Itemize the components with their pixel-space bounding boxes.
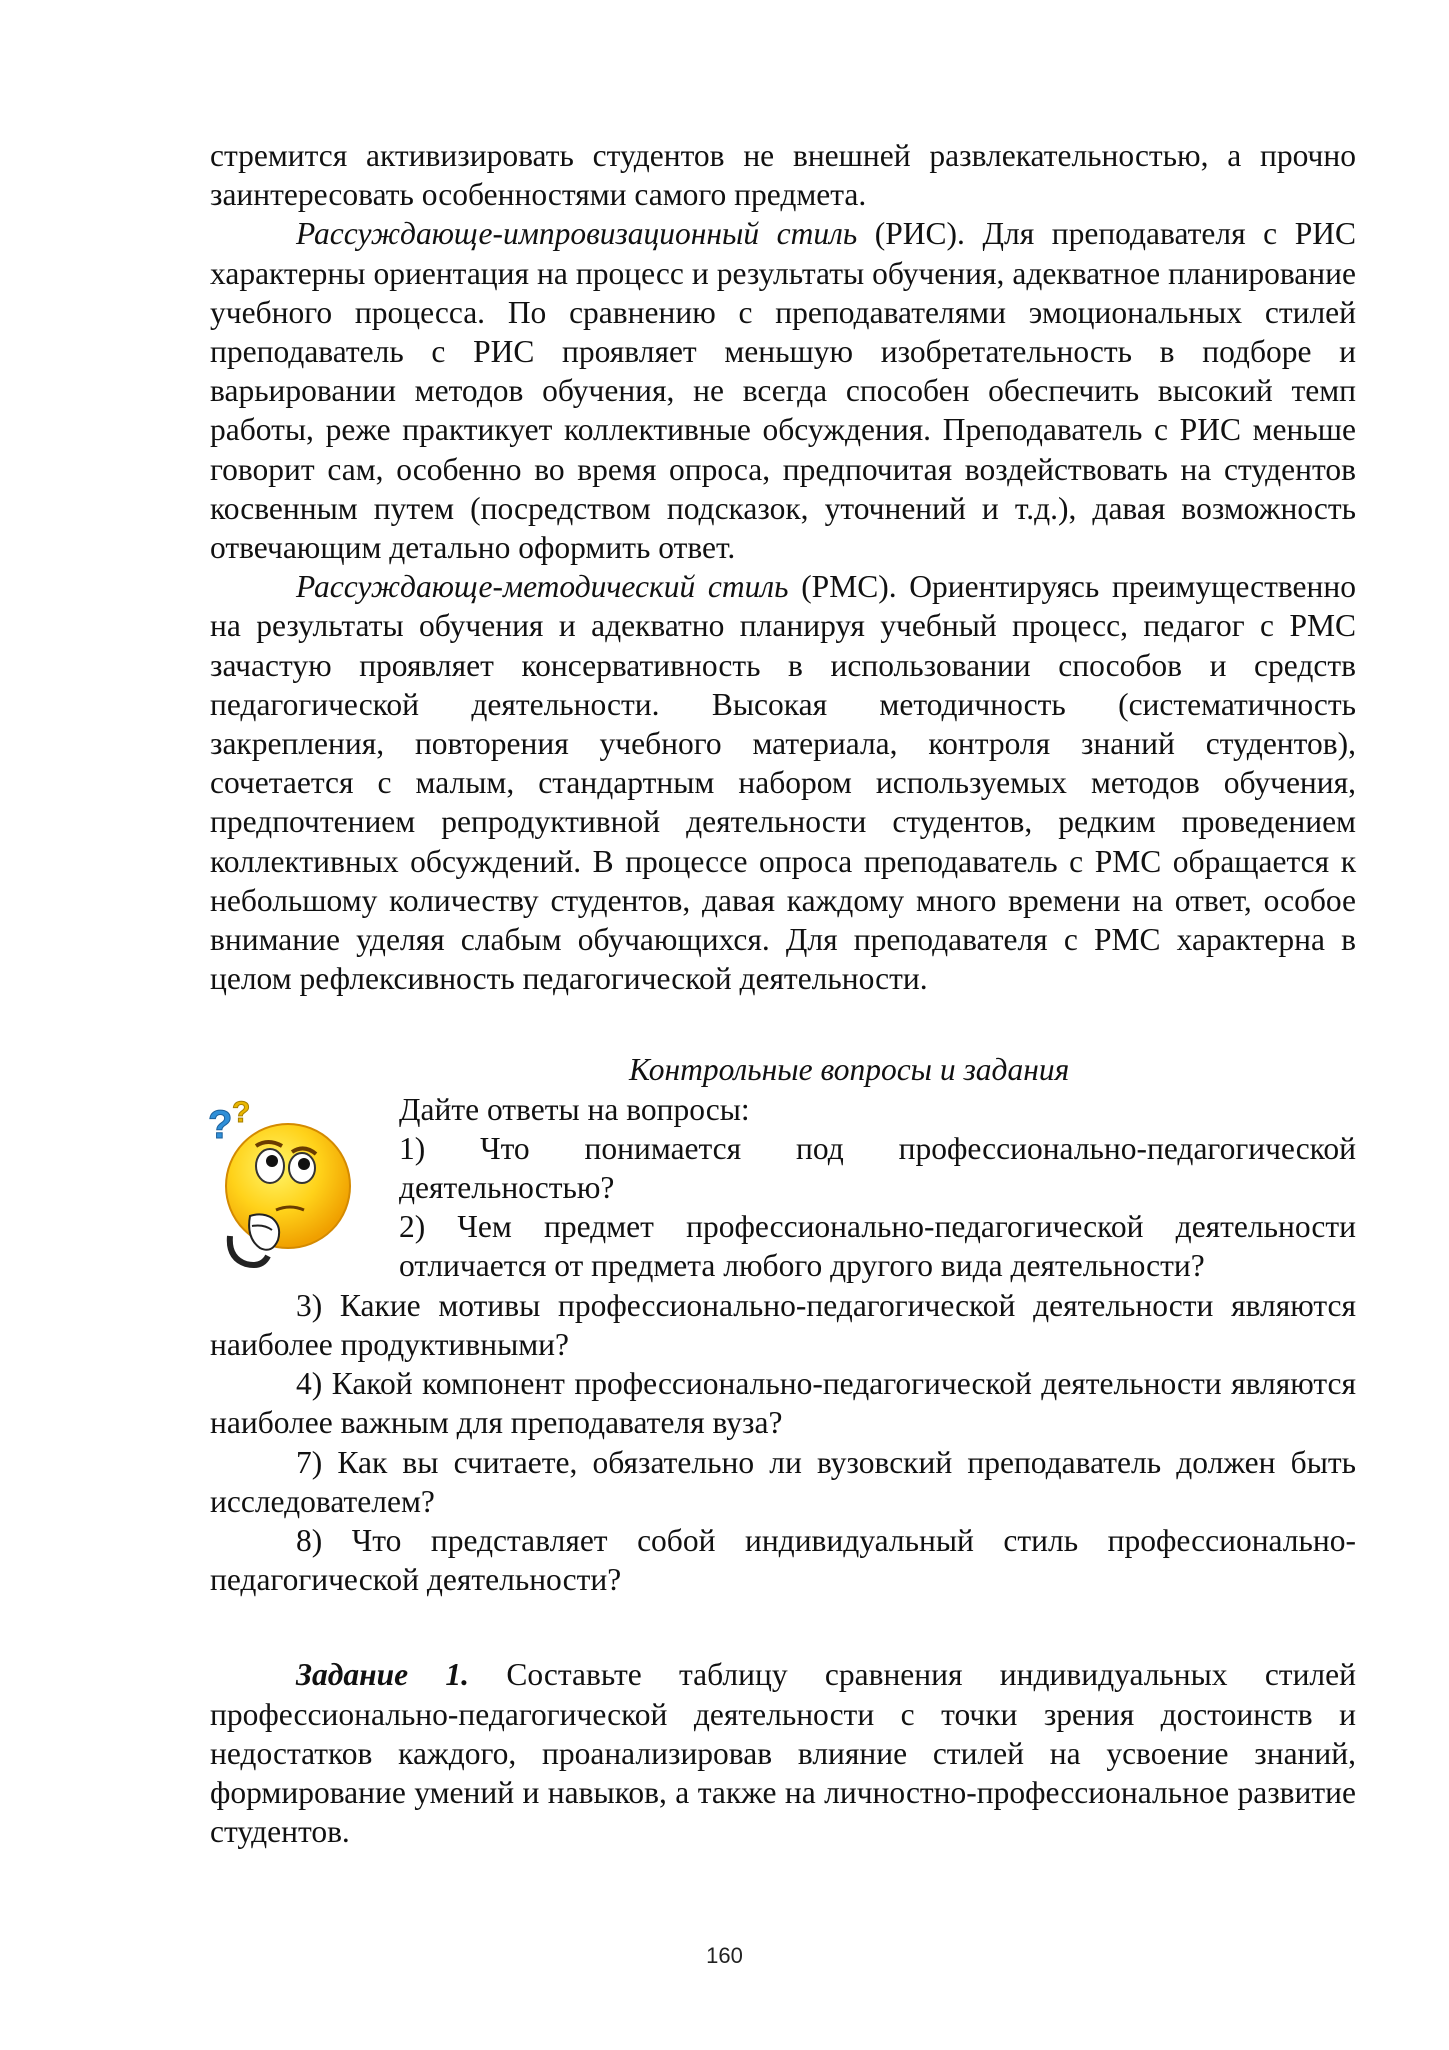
thinking-smiley-icon bbox=[206, 1098, 356, 1270]
section-heading: Контрольные вопросы и задания bbox=[629, 1052, 1070, 1088]
task-label: Задание 1. bbox=[296, 1657, 470, 1693]
task-paragraph bbox=[210, 1655, 1356, 1851]
paragraph-continued: стремится активизировать студентов не внешней развлекательностью, а прочно заинтересовать особенностями самого предмета. bbox=[210, 138, 1356, 213]
term-ris: Рассуждающе-импровизационный стиль bbox=[296, 216, 858, 252]
question-1: 1) Что понимается под профессионально-педагогической деятельностью? bbox=[399, 1130, 1356, 1206]
paragraph-ris-text: (РИС). Для преподавателя с РИС характерны ориентация на процесс и результаты обучения, адекватное планирование учебного процесса. По сравнению с преподавателями эмоциональных стилей преподаватель с РИС проявляет меньшую изобретательность в подборе и варьировании методов обучения, не всегда способен обеспечить высокий темп работы, реже практикует коллективные обсуждения. Преподаватель с РИС меньше говорит сам, особенно во время опроса, предпочитая воздействовать на студентов косвенным путем (посредством подсказок, уточнений и т.д.), давая возможность отвечающим детально оформить ответ. bbox=[210, 216, 1356, 566]
questions-block bbox=[210, 1090, 1356, 1286]
question-4: 4) Какой компонент профессионально-педагогической деятельности являются наиболее важным для преподавателя вуза? bbox=[210, 1366, 1356, 1441]
page-body bbox=[210, 136, 1356, 1851]
svg-text:?: ? bbox=[232, 1097, 251, 1129]
task-text: Составьте таблицу сравнения индивидуальных стилей профессионально-педагогической деятельности с точки зрения достоинств и недостатков каждого, проанализировав влияние стилей на усвоение знаний, формирование умений и навыков, а также на личностно-профессиональное развитие студентов. bbox=[210, 1657, 1356, 1850]
question-3: 3) Какие мотивы профессионально-педагогической деятельности являются наиболее продуктивными? bbox=[210, 1287, 1356, 1362]
paragraph-ris bbox=[210, 214, 1356, 567]
svg-text:?: ? bbox=[208, 1102, 233, 1147]
term-rms: Рассуждающе-методический стиль bbox=[296, 569, 789, 605]
paragraph-rms-text: (РМС). Ориентируясь преимущественно на результаты обучения и адекватно планируя учебный процесс, педагог с РМС зачастую проявляет консервативность в использовании способов и средств педагогической деятельности. Высокая методичность (систематичность закрепления, повторения учебного материала, контроля знаний студентов), сочетается с малым, стандартным набором используемых методов обучения, предпочтением репродуктивной деятельности студентов, редким проведением коллективных обсуждений. В процессе опроса преподаватель с РМС обращается к небольшому количеству студентов, давая каждому много времени на ответ, особое внимание уделяя слабым обучающихся. Для преподавателя с РМС характерна в целом рефлексивность педагогической деятельности. bbox=[210, 569, 1356, 997]
question-7: 7) Как вы считаете, обязательно ли вузовский преподаватель должен быть исследователем? bbox=[210, 1444, 1356, 1519]
question-8: 8) Что представляет собой индивидуальный стиль профессионально-педагогической деятельности? bbox=[210, 1522, 1356, 1598]
page-number: 160 bbox=[706, 1943, 743, 1968]
question-2: 2) Чем предмет профессионально-педагогической деятельности отличается от предмета любого другого вида деятельности? bbox=[399, 1209, 1356, 1284]
questions-intro: Дайте ответы на вопросы: bbox=[399, 1091, 750, 1127]
paragraph-rms bbox=[210, 567, 1356, 998]
